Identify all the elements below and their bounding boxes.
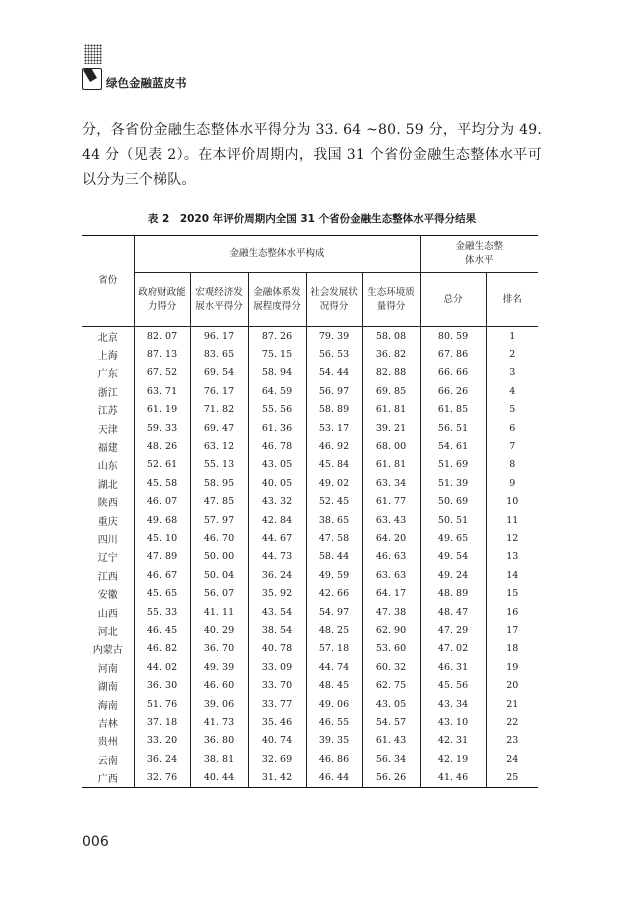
cell-gov: 33. 20 [134,732,190,750]
cell-total: 67. 86 [420,345,486,363]
cell-gov: 49. 68 [134,511,190,529]
cell-total: 47. 02 [420,640,486,658]
cell-total: 50. 69 [420,493,486,511]
cell-eco: 69. 85 [362,382,420,400]
cell-social: 42. 66 [306,584,362,602]
cell-rank: 21 [486,695,538,713]
book-stamp-icon [82,68,102,90]
cell-fin: 43. 05 [248,456,306,474]
cell-eco: 63. 43 [362,511,420,529]
cell-fin: 44. 67 [248,529,306,547]
cell-province: 内蒙古 [92,645,123,657]
cell-gov: 46. 67 [134,566,190,584]
cell-eco: 39. 21 [362,419,420,437]
cell-macro: 46. 60 [190,676,248,694]
cell-total: 80. 59 [420,327,486,346]
cell-eco: 36. 82 [362,345,420,363]
table-row [82,419,538,437]
cell-province: 天津 [97,424,118,436]
cell-eco: 64. 17 [362,584,420,602]
cell-fin: 35. 46 [248,713,306,731]
header-eco: 生态环境质量得分 [362,273,420,327]
cell-total: 43. 34 [420,695,486,713]
cell-province: 贵州 [97,737,118,749]
table-row [82,511,538,529]
cell-rank: 8 [486,456,538,474]
cell-total: 61. 85 [420,401,486,419]
cell-province: 海南 [97,700,118,712]
table-row [82,437,538,455]
cell-eco: 60. 32 [362,658,420,676]
cell-total: 45. 56 [420,676,486,694]
table-row [82,603,538,621]
cell-social: 56. 53 [306,345,362,363]
cell-total: 51. 69 [420,456,486,474]
cell-gov: 59. 33 [134,419,190,437]
cell-total: 49. 65 [420,529,486,547]
cell-gov: 37. 18 [134,713,190,731]
table-row [82,493,538,511]
cell-social: 47. 58 [306,529,362,547]
cell-total: 49. 24 [420,566,486,584]
cell-province: 河北 [97,626,118,638]
cell-eco: 43. 05 [362,695,420,713]
cell-social: 48. 45 [306,676,362,694]
cell-total: 51. 39 [420,474,486,492]
cell-eco: 61. 77 [362,493,420,511]
cell-social: 58. 89 [306,401,362,419]
cell-province: 山西 [97,608,118,620]
cell-total: 48. 47 [420,603,486,621]
cell-macro: 57. 97 [190,511,248,529]
cell-gov: 52. 61 [134,456,190,474]
cell-rank: 6 [486,419,538,437]
cell-fin: 61. 36 [248,419,306,437]
cell-gov: 46. 45 [134,621,190,639]
cell-macro: 40. 29 [190,621,248,639]
cell-rank: 16 [486,603,538,621]
cell-social: 53. 17 [306,419,362,437]
table-row [82,474,538,492]
cell-gov: 63. 71 [134,382,190,400]
cell-fin: 36. 24 [248,566,306,584]
table-row [82,327,538,346]
cell-total: 41. 46 [420,768,486,787]
table-row [82,640,538,658]
table-row [82,364,538,382]
cell-fin: 32. 69 [248,750,306,768]
cell-gov: 36. 24 [134,750,190,768]
cell-eco: 61. 81 [362,456,420,474]
cell-eco: 68. 00 [362,437,420,455]
table-row [82,732,538,750]
cell-macro: 40. 44 [190,768,248,787]
table-row [82,750,538,768]
cell-rank: 15 [486,584,538,602]
cell-fin: 33. 09 [248,658,306,676]
cell-fin: 40. 05 [248,474,306,492]
cell-fin: 75. 15 [248,345,306,363]
cell-social: 38. 65 [306,511,362,529]
cell-province: 湖南 [97,682,118,694]
cell-gov: 48. 26 [134,437,190,455]
cell-eco: 62. 90 [362,621,420,639]
cell-fin: 43. 54 [248,603,306,621]
cell-gov: 44. 02 [134,658,190,676]
cell-eco: 54. 57 [362,713,420,731]
cell-macro: 50. 00 [190,548,248,566]
table-row [82,566,538,584]
cell-total: 50. 51 [420,511,486,529]
cell-province: 湖北 [97,479,118,491]
score-table [82,235,538,788]
cell-province: 重庆 [97,516,118,528]
header-gov: 政府财政能力得分 [134,273,190,327]
cell-total: 43. 10 [420,713,486,731]
cell-social: 45. 84 [306,456,362,474]
table-row [82,713,538,731]
cell-rank: 12 [486,529,538,547]
cell-rank: 9 [486,474,538,492]
cell-rank: 22 [486,713,538,731]
cell-social: 79. 39 [306,327,362,346]
cell-total: 46. 31 [420,658,486,676]
cell-rank: 11 [486,511,538,529]
cell-macro: 71. 82 [190,401,248,419]
series-title: 绿色金融蓝皮书 [106,76,187,90]
cell-fin: 43. 32 [248,493,306,511]
table-row [82,621,538,639]
cell-social: 46. 92 [306,437,362,455]
cell-rank: 4 [486,382,538,400]
cell-social: 44. 74 [306,658,362,676]
cell-gov: 55. 33 [134,603,190,621]
cell-fin: 64. 59 [248,382,306,400]
cell-province: 辽宁 [97,553,118,565]
table-row [82,401,538,419]
cell-social: 48. 25 [306,621,362,639]
cell-macro: 41. 11 [190,603,248,621]
header-province: 省份 [82,236,134,327]
cell-social: 52. 45 [306,493,362,511]
cell-eco: 61. 43 [362,732,420,750]
cell-eco: 53. 60 [362,640,420,658]
dot-grid-icon [84,44,102,64]
cell-social: 54. 97 [306,603,362,621]
cell-fin: 35. 92 [248,584,306,602]
cell-eco: 63. 34 [362,474,420,492]
cell-rank: 23 [486,732,538,750]
cell-macro: 76. 17 [190,382,248,400]
cell-macro: 69. 54 [190,364,248,382]
cell-rank: 5 [486,401,538,419]
cell-eco: 46. 63 [362,548,420,566]
cell-gov: 82. 07 [134,327,190,346]
cell-macro: 47. 85 [190,493,248,511]
cell-social: 49. 02 [306,474,362,492]
cell-rank: 19 [486,658,538,676]
cell-eco: 82. 88 [362,364,420,382]
cell-macro: 83. 65 [190,345,248,363]
cell-gov: 46. 07 [134,493,190,511]
cell-rank: 3 [486,364,538,382]
table-row [82,548,538,566]
cell-macro: 69. 47 [190,419,248,437]
cell-province: 云南 [97,755,118,767]
cell-macro: 36. 80 [190,732,248,750]
cell-gov: 51. 76 [134,695,190,713]
cell-social: 57. 18 [306,640,362,658]
table-row [82,658,538,676]
header-fin: 金融体系发展程度得分 [248,273,306,327]
cell-macro: 36. 70 [190,640,248,658]
cell-gov: 45. 65 [134,584,190,602]
cell-province: 广东 [97,369,118,381]
cell-fin: 40. 78 [248,640,306,658]
cell-rank: 7 [486,437,538,455]
cell-macro: 96. 17 [190,327,248,346]
cell-province: 安徽 [97,590,118,602]
table-row [82,695,538,713]
table-row [82,768,538,787]
cell-total: 54. 61 [420,437,486,455]
cell-social: 54. 44 [306,364,362,382]
table-caption: 表 2 2020 年评价周期内全国 31 个省份金融生态整体水平得分结果 [147,213,477,225]
header-component-group: 金融生态整体水平构成 [134,236,420,273]
cell-eco: 64. 20 [362,529,420,547]
cell-rank: 25 [486,768,538,787]
cell-fin: 33. 70 [248,676,306,694]
cell-rank: 14 [486,566,538,584]
cell-gov: 45. 10 [134,529,190,547]
cell-province: 广西 [82,768,134,787]
cell-macro: 50. 04 [190,566,248,584]
cell-gov: 45. 58 [134,474,190,492]
cell-macro: 41. 73 [190,713,248,731]
header-macro: 宏观经济发展水平得分 [190,273,248,327]
cell-total: 47. 29 [420,621,486,639]
cell-fin: 44. 73 [248,548,306,566]
cell-macro: 55. 13 [190,456,248,474]
cell-eco: 61. 81 [362,401,420,419]
cell-gov: 61. 19 [134,401,190,419]
body-paragraph: 分，各省份金融生态整体水平得分为 33. 64 ~80. 59 分，平均分为 49. 44 分（见表 2）。在本评价周期内，我国 31 个省份金融生态整体水平可以分为三个梯队。 [82,122,542,188]
cell-social: 58. 44 [306,548,362,566]
cell-rank: 24 [486,750,538,768]
cell-eco: 56. 26 [362,768,420,787]
header-rank: 排名 [486,273,538,327]
header-overall-group: 金融生态整体水平 [420,236,538,273]
cell-gov: 87. 13 [134,345,190,363]
table-row [82,345,538,363]
cell-province: 四川 [97,534,118,546]
cell-fin: 46. 78 [248,437,306,455]
cell-gov: 47. 89 [134,548,190,566]
header-social: 社会发展状况得分 [306,273,362,327]
cell-province: 江苏 [97,406,118,418]
cell-gov: 36. 30 [134,676,190,694]
cell-gov: 46. 82 [134,640,190,658]
cell-macro: 56. 07 [190,584,248,602]
cell-rank: 13 [486,548,538,566]
cell-fin: 87. 26 [248,327,306,346]
cell-total: 56. 51 [420,419,486,437]
cell-province: 山东 [97,461,118,473]
cell-province: 福建 [97,443,118,455]
cell-total: 42. 31 [420,732,486,750]
cell-macro: 49. 39 [190,658,248,676]
cell-eco: 47. 38 [362,603,420,621]
header-total: 总分 [420,273,486,327]
cell-social: 46. 44 [306,768,362,787]
cell-social: 56. 97 [306,382,362,400]
cell-fin: 40. 74 [248,732,306,750]
cell-province: 浙江 [97,387,118,399]
cell-rank: 20 [486,676,538,694]
table-body [82,327,538,788]
cell-rank: 10 [486,493,538,511]
cell-social: 39. 35 [306,732,362,750]
cell-social: 46. 86 [306,750,362,768]
cell-fin: 38. 54 [248,621,306,639]
cell-rank: 1 [486,327,538,346]
cell-macro: 46. 70 [190,529,248,547]
table-row [82,676,538,694]
table-row [82,382,538,400]
cell-gov: 32. 76 [134,768,190,787]
cell-total: 66. 66 [420,364,486,382]
table-row [82,456,538,474]
cell-eco: 63. 63 [362,566,420,584]
cell-rank: 17 [486,621,538,639]
cell-province: 吉林 [97,718,118,730]
cell-total: 49. 54 [420,548,486,566]
cell-province: 上海 [97,351,118,363]
table-row [82,584,538,602]
cell-fin: 55. 56 [248,401,306,419]
cell-total: 66. 26 [420,382,486,400]
cell-macro: 58. 95 [190,474,248,492]
cell-province: 江西 [97,571,118,583]
cell-gov: 67. 52 [134,364,190,382]
cell-macro: 38. 81 [190,750,248,768]
cell-social: 49. 06 [306,695,362,713]
cell-total: 42. 19 [420,750,486,768]
cell-social: 49. 59 [306,566,362,584]
cell-macro: 39. 06 [190,695,248,713]
cell-eco: 56. 34 [362,750,420,768]
cell-province: 河南 [97,663,118,675]
page-number: 006 [82,834,109,850]
cell-fin: 31. 42 [248,768,306,787]
cell-rank: 18 [486,640,538,658]
cell-eco: 58. 08 [362,327,420,346]
cell-eco: 62. 75 [362,676,420,694]
cell-total: 48. 89 [420,584,486,602]
cell-fin: 58. 94 [248,364,306,382]
cell-fin: 33. 77 [248,695,306,713]
cell-fin: 42. 84 [248,511,306,529]
cell-province: 北京 [97,332,118,344]
cell-province: 陕西 [97,498,118,510]
cell-social: 46. 55 [306,713,362,731]
cell-macro: 63. 12 [190,437,248,455]
table-row [82,529,538,547]
cell-rank: 2 [486,345,538,363]
